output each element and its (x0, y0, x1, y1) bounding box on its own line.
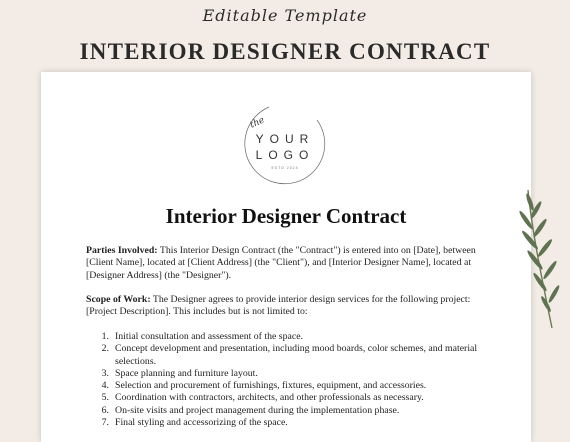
list-item (86, 331, 478, 343)
contract-page (41, 72, 531, 442)
list-item-text: On-site visits and project management during the implementation phase. (115, 404, 400, 416)
rosemary-sprig-icon (510, 190, 570, 330)
parties-text: This Interior Design Contract (the "Contract") is entered into on [Date], between [Client Name], located at [Client Address] (the "Client"), and [Interior Designer Name], located at [Designer Address] (the "Designer"). (86, 245, 476, 281)
scope-label: Scope of Work: (86, 294, 151, 305)
banner-title: INTERIOR DESIGNER CONTRACT (79, 39, 491, 64)
list-item-text: Final styling and accessorizing of the space. (115, 417, 288, 429)
list-item-number: 7. (101, 417, 109, 429)
list-item-number: 4. (101, 380, 109, 392)
logo-line-2: LOGO (255, 148, 315, 162)
list-item-number: 5. (101, 392, 109, 404)
list-item-text: Concept development and presentation, including mood boards, color schemes, and material selections. (115, 343, 478, 367)
logo-tagline: ESTD 2024 (271, 166, 299, 170)
list-item-number: 3. (101, 367, 109, 379)
logo-the-text: the (248, 115, 267, 131)
scope-list (86, 331, 478, 429)
scope-paragraph (86, 294, 478, 319)
parties-label: Parties Involved: (86, 245, 158, 256)
list-item (86, 368, 478, 380)
list-item-text: Initial consultation and assessment of the space. (115, 331, 303, 342)
parties-paragraph (86, 245, 478, 282)
logo-placeholder (239, 98, 331, 190)
list-item-number: 2. (101, 343, 109, 355)
list-item-text: Space planning and furniture layout. (115, 367, 258, 379)
editable-template-script-title: Editable Template (202, 6, 368, 25)
list-item (86, 392, 478, 404)
list-item (86, 405, 478, 417)
list-item (86, 380, 478, 392)
list-item-text: Coordination with contractors, architects, and other professionals as necessary. (115, 392, 424, 404)
scope-text: The Designer agrees to provide interior design services for the following project: [Project Description]. This includes but is not limited to: (86, 294, 471, 318)
logo-line-1: YOUR (255, 132, 315, 146)
list-item-text: Selection and procurement of furnishings, fixtures, equipment, and accessories. (115, 380, 427, 392)
document-title: Interior Designer Contract (165, 204, 407, 228)
list-item-number: 6. (101, 404, 109, 416)
list-item (86, 343, 478, 368)
list-item-number: 1. (101, 331, 109, 342)
